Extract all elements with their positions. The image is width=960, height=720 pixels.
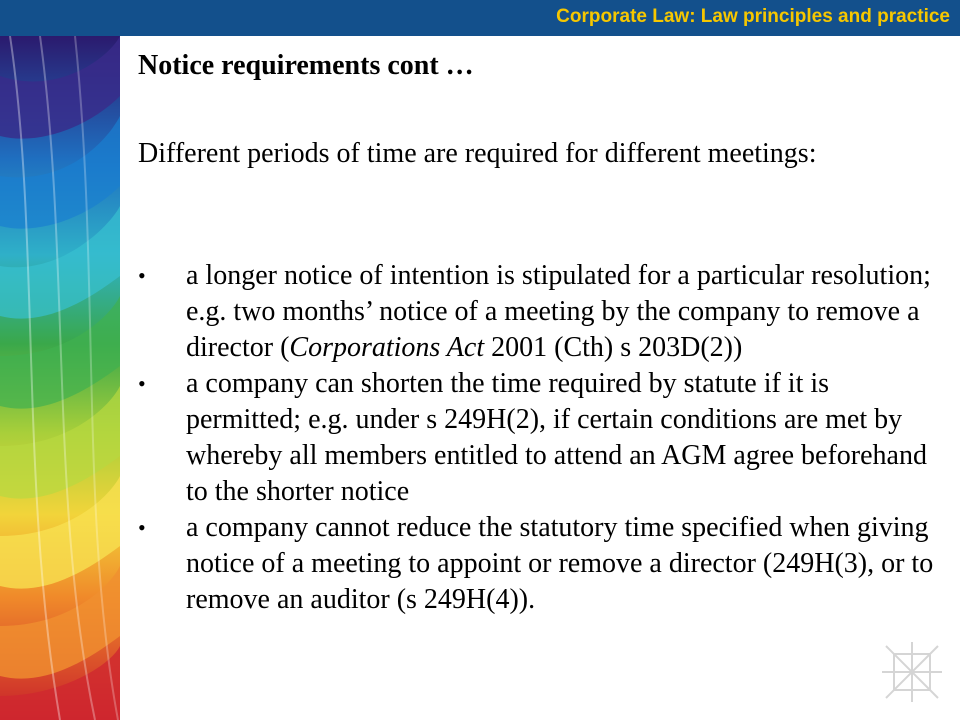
bullet-text <box>186 260 931 363</box>
bullet-text-part: 2001 (Cth) s 203D(2)) <box>484 332 743 363</box>
bullet-symbol: • <box>138 371 146 396</box>
slide-title: Notice requirements cont … <box>138 50 474 81</box>
bullet-symbol: • <box>138 263 146 288</box>
bullet-text <box>186 368 927 507</box>
crosshair-grid-icon <box>880 640 944 704</box>
bullet-item-3 <box>138 510 948 618</box>
bullet-item-2 <box>138 366 948 510</box>
course-title: Corporate Law: Law principles and practice <box>556 6 950 27</box>
header-bar <box>0 0 960 36</box>
bullet-text <box>186 512 933 615</box>
bullet-text-part: a longer notice of intention is stipulated for a particular resolution; e.g. two months’ notice of a meeting by the company to remove a director ( <box>186 260 931 363</box>
rainbow-paper-art-icon <box>0 36 120 720</box>
bullet-text-italic: Corporations Act <box>289 332 485 363</box>
bullet-symbol: • <box>138 515 146 540</box>
bullet-list <box>138 258 948 618</box>
bullet-text-part: a company cannot reduce the statutory time specified when giving notice of a meeting to appoint or remove a director (249H(3), or to remove an auditor (s 249H(4)). <box>186 512 934 615</box>
intro-text: Different periods of time are required for different meetings: <box>138 138 817 169</box>
bullet-text-part: a company can shorten the time required by statute if it is permitted; e.g. under s 249H(2), if certain conditions are met by whereby all members entitled to attend an AGM agree beforehand to the shorter notice <box>186 368 927 507</box>
bullet-item-1 <box>138 258 948 366</box>
